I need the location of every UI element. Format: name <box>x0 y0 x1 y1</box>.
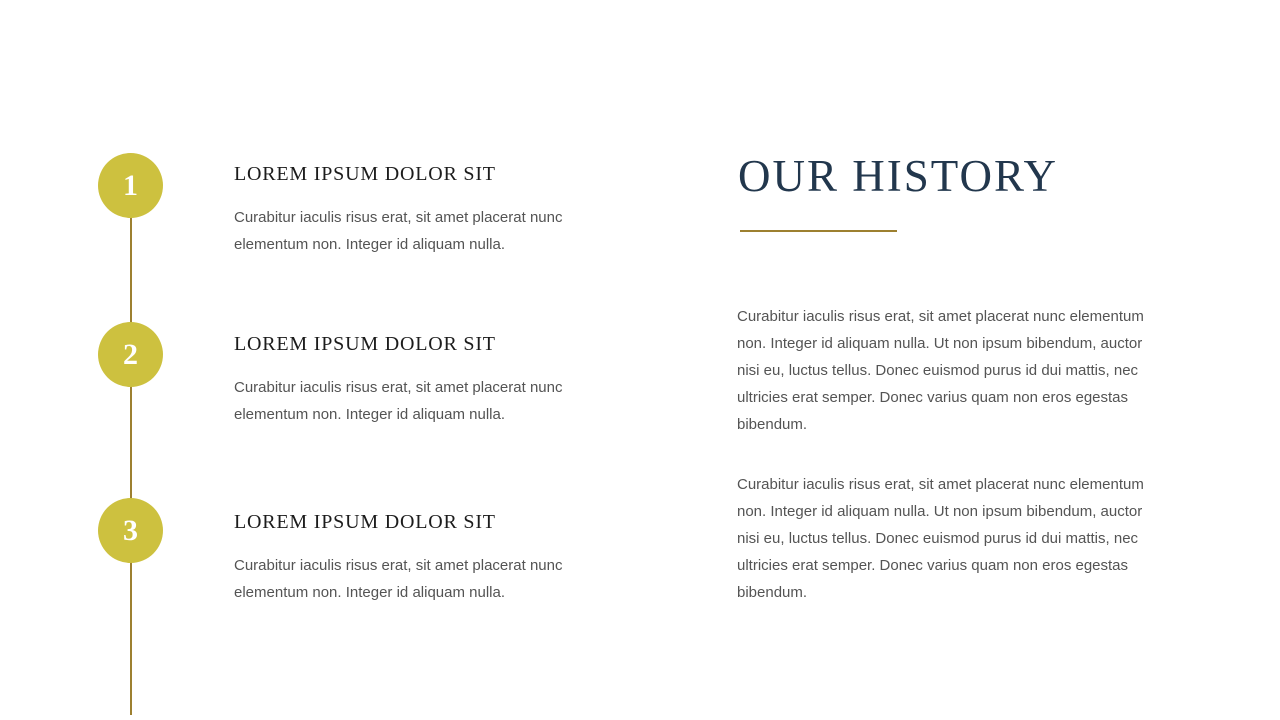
entry-body-text: Curabitur iaculis risus erat, sit amet placerat nunc elementum non. Integer id aliquam nulla. <box>234 209 563 253</box>
entry-body-text: Curabitur iaculis risus erat, sit amet placerat nunc elementum non. Integer id aliquam nulla. <box>234 557 563 601</box>
entry-heading: LOREM IPSUM DOLOR SIT <box>234 163 496 185</box>
entry-heading: LOREM IPSUM DOLOR SIT <box>234 511 496 533</box>
timeline-marker-number: 3 <box>123 513 138 547</box>
timeline-entry-3 <box>234 511 574 606</box>
history-paragraph-1: Curabitur iaculis risus erat, sit amet placerat nunc elementum non. Integer id aliquam nulla. Ut non ipsum bibendum, auctor nisi eu, luctus tellus. Donec euismod purus id dui mattis, nec ultricies erat semper. Donec varius quam non eros egestas bibendum. <box>737 308 1144 433</box>
timeline-marker-3 <box>98 498 163 563</box>
timeline-connector-line <box>130 200 132 715</box>
timeline-marker-1 <box>98 153 163 218</box>
timeline-entry-1 <box>234 163 574 258</box>
entry-heading: LOREM IPSUM DOLOR SIT <box>234 333 496 355</box>
entry-body-text: Curabitur iaculis risus erat, sit amet placerat nunc elementum non. Integer id aliquam nulla. <box>234 379 563 423</box>
page-title: OUR HISTORY <box>738 151 1058 201</box>
timeline-marker-2 <box>98 322 163 387</box>
timeline-entry-2 <box>234 333 574 428</box>
history-paragraph-2: Curabitur iaculis risus erat, sit amet placerat nunc elementum non. Integer id aliquam nulla. Ut non ipsum bibendum, auctor nisi eu, luctus tellus. Donec euismod purus id dui mattis, nec ultricies erat semper. Donec varius quam non eros egestas bibendum. <box>737 476 1144 601</box>
timeline-marker-number: 2 <box>123 337 138 371</box>
timeline-marker-number: 1 <box>123 168 138 202</box>
title-underline-rule <box>740 230 897 232</box>
